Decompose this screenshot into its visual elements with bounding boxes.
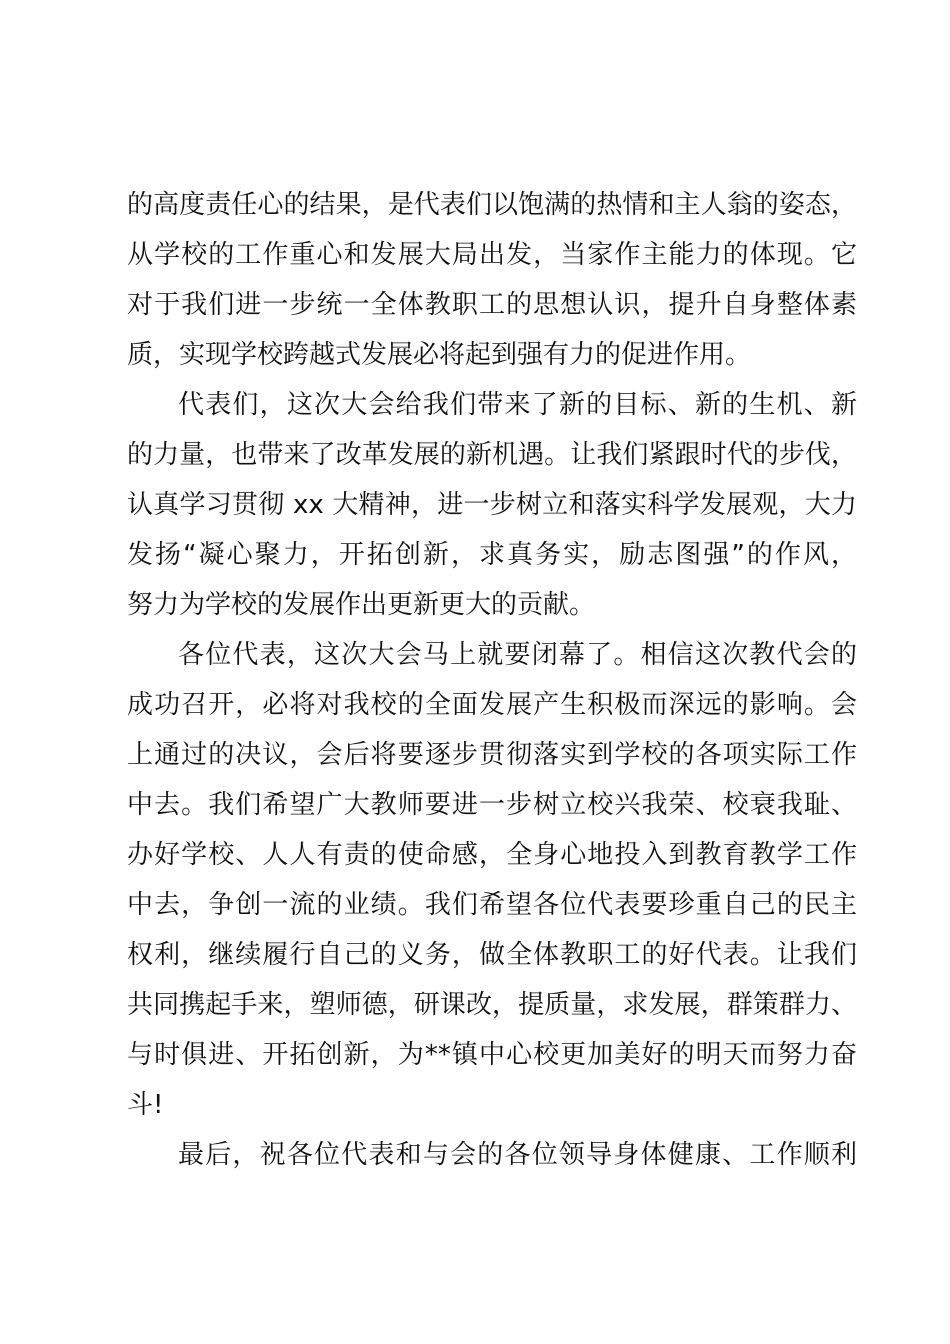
text-line: 认真学习贯彻 xx 大精神，进一步树立和落实科学发展观，大力 xyxy=(127,490,857,520)
paragraph-first-line: 最后，祝各位代表和与会的各位领导身体健康、工作顺利 xyxy=(178,1140,857,1170)
text-line: 努力为学校的发展作出更新更大的贡献。 xyxy=(127,590,596,620)
text-line: 权利，继续履行自己的义务，做全体教职工的好代表。让我们 xyxy=(127,940,857,970)
text-line: 中去。我们希望广大教师要进一步树立校兴我荣、校衰我耻、 xyxy=(127,790,857,820)
text-line: 对于我们进一步统一全体教职工的思想认识，提升自身整体素 xyxy=(127,290,857,320)
text-line: 的力量，也带来了改革发展的新机遇。让我们紧跟时代的步伐， xyxy=(127,440,857,470)
text-line: 上通过的决议，会后将要逐步贯彻落实到学校的各项实际工作 xyxy=(127,740,857,770)
paragraph-first-line: 各位代表，这次大会马上就要闭幕了。相信这次教代会的 xyxy=(178,640,857,670)
text-line: 的高度责任心的结果，是代表们以饱满的热情和主人翁的姿态， xyxy=(127,190,857,220)
paragraph-first-line: 代表们，这次大会给我们带来了新的目标、新的生机、新 xyxy=(178,390,857,420)
text-line: 成功召开，必将对我校的全面发展产生积极而深远的影响。会 xyxy=(127,690,857,720)
text-line: 从学校的工作重心和发展大局出发，当家作主能力的体现。它 xyxy=(127,240,857,270)
text-line: 质，实现学校跨越式发展必将起到强有力的促进作用。 xyxy=(127,340,752,370)
text-line: 共同携起手来，塑师德，研课改，提质量，求发展，群策群力、 xyxy=(127,990,857,1020)
text-line: 办好学校、人人有责的使命感，全身心地投入到教育教学工作 xyxy=(127,840,857,870)
text-line: 与时俱进、开拓创新，为**镇中心校更加美好的明天而努力奋 xyxy=(127,1040,857,1070)
text-line: 中去，争创一流的业绩。我们希望各位代表要珍重自己的民主 xyxy=(127,890,857,920)
text-line: 斗! xyxy=(127,1090,164,1120)
text-line: 发扬“凝心聚力，开拓创新，求真务实，励志图强”的作风， xyxy=(127,540,857,570)
